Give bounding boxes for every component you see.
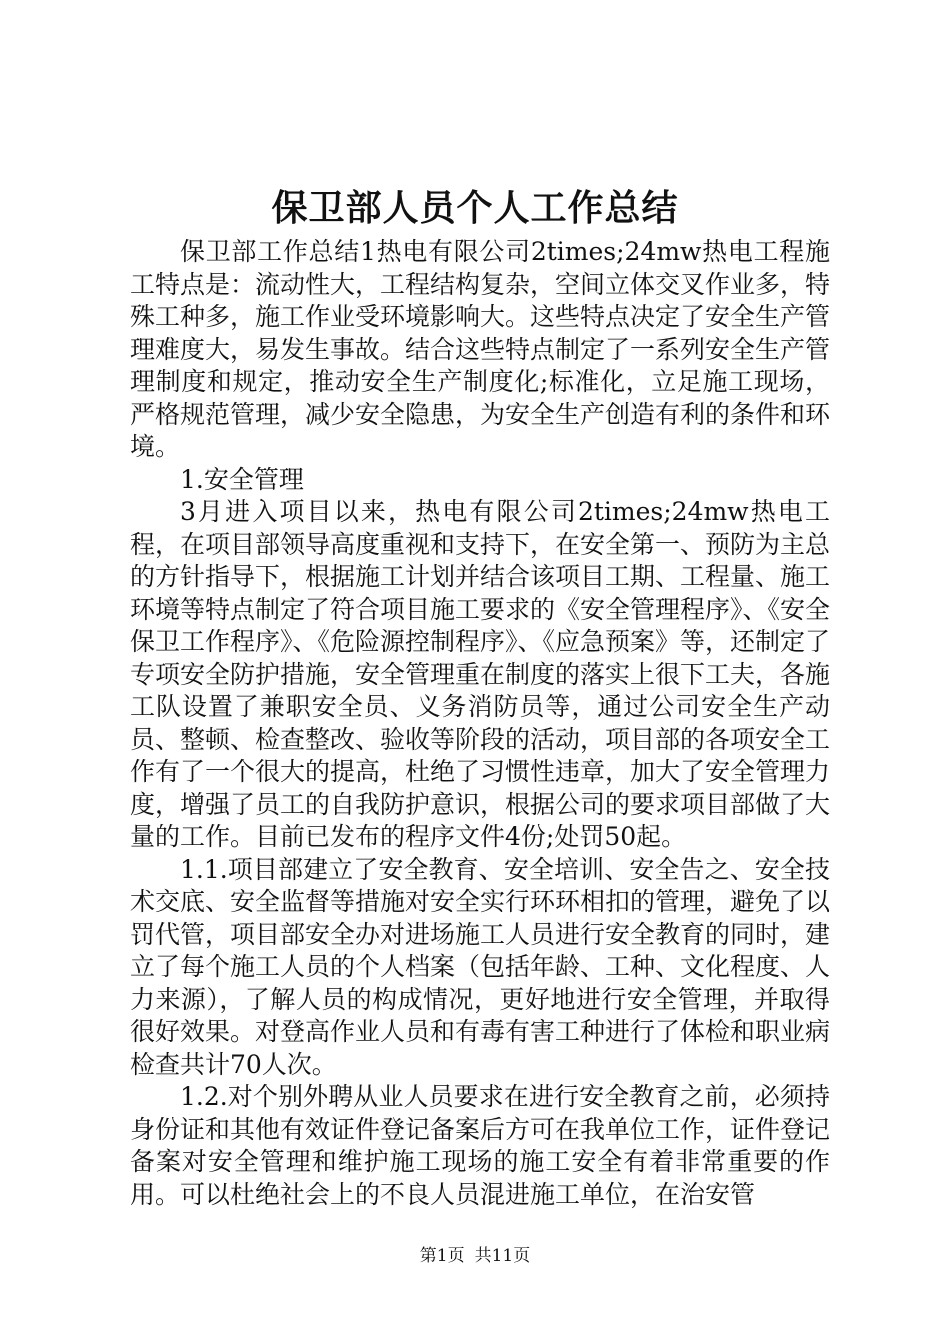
intro-paragraph: 保卫部工作总结1热电有限公司2times;24mw热电工程施工特点是：流动性大，工程结构复杂，空间立体交叉作业多，特殊工种多，施工作业受环境影响大。这些特点决定了安全生产管理难度大，易发生事故。结合这些特点制定了一系列安全生产管理制度和规定，推动安全生产制度化;标准化，立足施工现场，严格规范管理，减少安全隐患，为安全生产创造有利的条件和环境。: [130, 237, 831, 461]
document-body: [130, 236, 830, 1211]
section-heading-safety-management: 1.安全管理: [180, 464, 304, 494]
page-footer: [0, 1244, 950, 1268]
subsection-1-1-paragraph: 1.1.项目部建立了安全教育、安全培训、安全告之、安全技术交底、安全监督等措施对安全实行环环相扣的管理，避免了以罚代管，项目部安全办对进场施工人员进行安全教育的同时，建立了每个施工人员的个人档案（包括年龄、工种、文化程度、人力来源），了解人员的构成情况，更好地进行安全管理，并取得很好效果。对登高作业人员和有毒有害工种进行了体检和职业病检查共计70人次。: [130, 854, 831, 1079]
subsection-1-2-paragraph: 1.2.对个别外聘从业人员要求在进行安全教育之前，必须持身份证和其他有效证件登记备案后方可在我单位工作，证件登记备案对安全管理和维护施工现场的施工安全有着非常重要的作用。可以杜绝社会上的不良人员混进施工单位，在治安管: [130, 1082, 831, 1209]
safety-management-paragraph: 3月进入项目以来，热电有限公司2times;24mw热电工程，在项目部领导高度重视和支持下，在安全第一、预防为主总的方针指导下，根据施工计划并结合该项目工期、工程量、施工环境等特点制定了符合项目施工要求的《安全管理程序》、《安全保卫工作程序》、《危险源控制程序》、《应急预案》等，还制定了专项安全防护措施，安全管理重在制度的落实上很下工夫，各施工队设置了兼职安全员、义务消防员等，通过公司安全生产动员、整顿、检查整改、验收等阶段的活动，项目部的各项安全工作有了一个很大的提高，杜绝了习惯性违章，加大了安全管理力度，增强了员工的自我防护意识，根据公司的要求项目部做了大量的工作。目前已发布的程序文件4份;处罚50起。: [130, 497, 831, 851]
page-number: 第1页: [419, 1246, 465, 1266]
document-title: 保卫部人员个人工作总结: [271, 187, 679, 229]
total-pages: 共11页: [474, 1246, 531, 1266]
